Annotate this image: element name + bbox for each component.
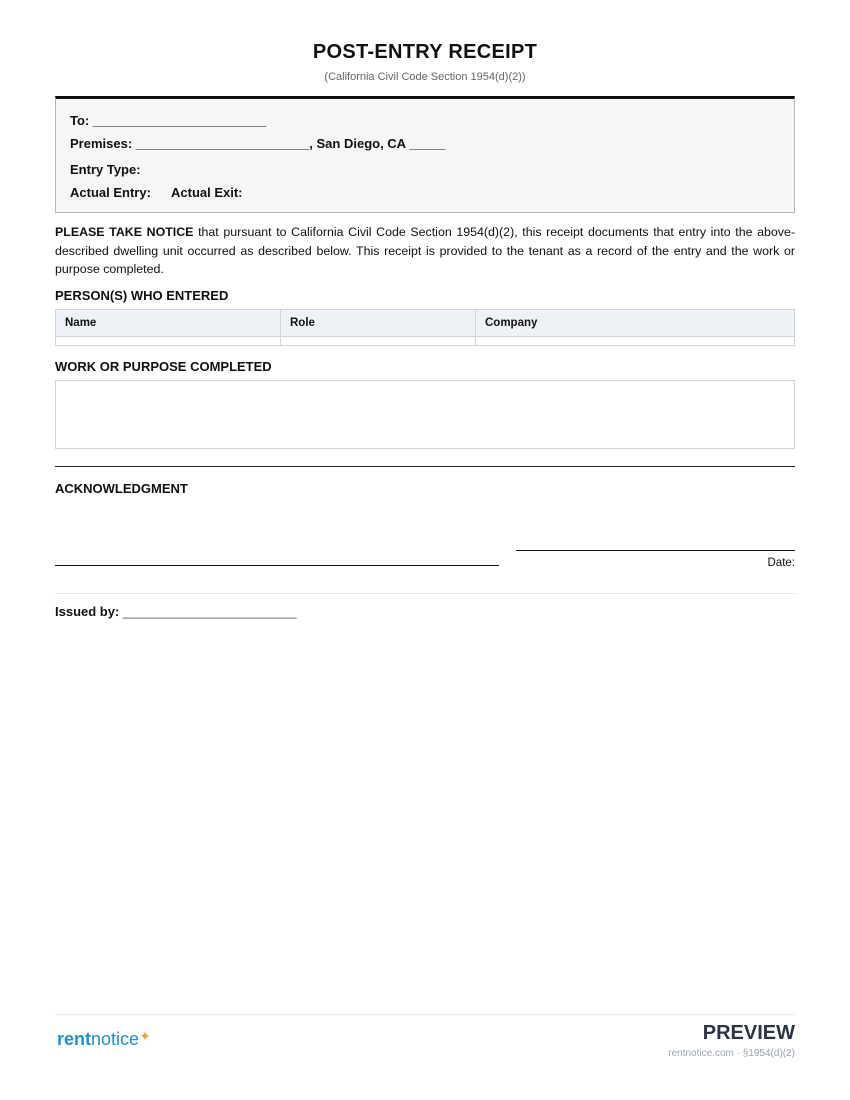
issued-by-blank: ________________________	[122, 604, 297, 619]
table-cell-role[interactable]	[281, 337, 476, 346]
column-header-company: Company	[476, 310, 795, 337]
notice-paragraph	[55, 223, 795, 279]
work-heading: WORK OR PURPOSE COMPLETED	[55, 359, 272, 374]
notice-body: that pursuant to California Civil Code Section 1954(d)(2), this receipt documents that entry into the above-described dwelling unit occurred as described below. This receipt is provided to the tenant as a record of the entry and the work or purpose completed.	[55, 225, 795, 276]
column-header-role: Role	[281, 310, 476, 337]
column-header-name: Name	[56, 310, 281, 337]
preview-label: PREVIEW	[702, 1022, 795, 1044]
table-header-row	[56, 310, 795, 337]
actual-exit-field: Actual Exit:	[171, 185, 243, 200]
rentnotice-logo	[57, 1029, 151, 1050]
page-subtitle: (California Civil Code Section 1954(d)(2))	[324, 71, 526, 83]
table-cell-company[interactable]	[476, 337, 795, 346]
table-row	[56, 337, 795, 346]
date-line[interactable]	[516, 550, 795, 551]
sparkle-icon: ✦	[139, 1028, 151, 1044]
work-description-box[interactable]	[55, 380, 795, 449]
persons-table	[55, 309, 795, 346]
to-field: To: ________________________	[70, 113, 267, 128]
issued-by-field	[55, 604, 296, 619]
persons-heading: PERSON(S) WHO ENTERED	[55, 288, 229, 303]
signature-line[interactable]	[55, 565, 499, 566]
footer-divider	[55, 1014, 795, 1015]
divider	[55, 593, 795, 594]
divider	[55, 466, 795, 467]
footer-reference: rentnotice.com · §1954(d)(2)	[668, 1048, 795, 1059]
premises-field: Premises: ________________________, San Diego, CA _____	[70, 136, 446, 151]
logo-notice: notice	[91, 1029, 140, 1049]
logo-rent: rent	[57, 1029, 92, 1049]
recipient-info-box	[55, 96, 795, 213]
date-label: Date:	[767, 557, 795, 569]
issued-by-label: Issued by:	[55, 604, 120, 619]
table-cell-name[interactable]	[56, 337, 281, 346]
acknowledgment-heading: ACKNOWLEDGMENT	[55, 481, 188, 496]
actual-entry-field: Actual Entry:	[70, 185, 151, 200]
notice-lead: PLEASE TAKE NOTICE	[55, 225, 194, 239]
entry-type-field: Entry Type:	[70, 162, 141, 177]
page-title: POST-ENTRY RECEIPT	[312, 41, 538, 63]
